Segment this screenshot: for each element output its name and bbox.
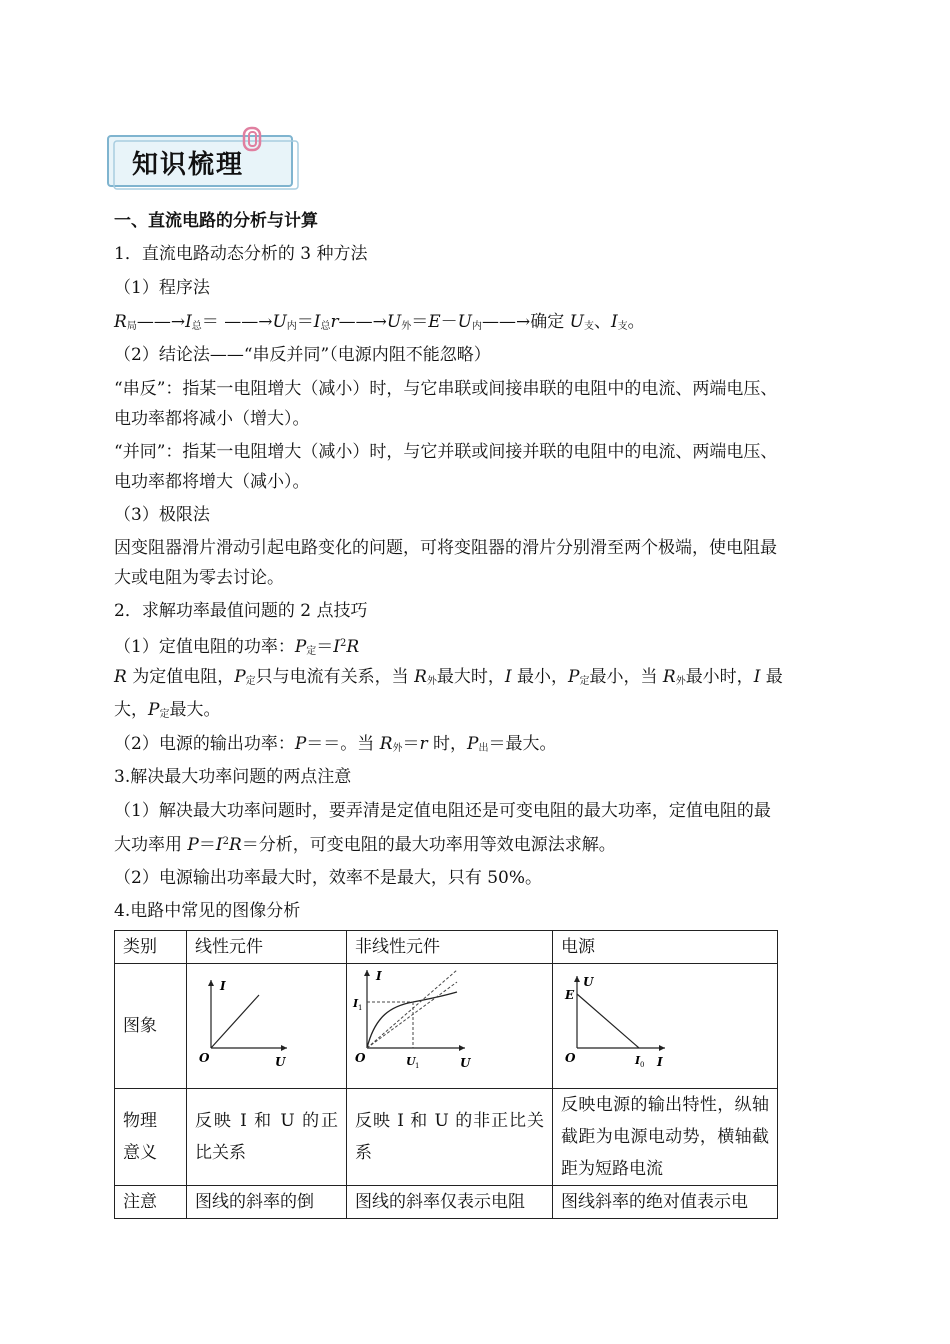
method2-title: 2．求解功率最值问题的 2 点技巧 xyxy=(114,601,368,621)
source-output-power: （2）电源的输出功率：P＝＝。当 $R_外=r$ 时，$P_出=$最大。 xyxy=(114,734,557,754)
u1-label: U xyxy=(406,1055,416,1068)
linear-line xyxy=(211,995,259,1048)
note-linear: 图线的斜率的倒 xyxy=(187,1186,347,1219)
fixed-resistor-power: （1）定值电阻的功率：$P_定=I^2R$ xyxy=(114,637,360,657)
method1-b: （2）结论法——“串反并同”（电源内阻不能忽略） xyxy=(114,345,491,365)
y-axis-arrow xyxy=(574,976,580,982)
i1-label: I xyxy=(353,997,359,1010)
source-graph xyxy=(553,964,777,1077)
meaning-source: 反映电源的输出特性，纵轴截距为电源电动势，横轴截距为短路电流 xyxy=(553,1089,778,1186)
nonlinear-curve xyxy=(367,992,457,1048)
x-axis-arrow xyxy=(459,1045,465,1051)
parallel-rule-line2: 电功率都将增大（减小）。 xyxy=(114,472,310,492)
row-label-meaning-1: 物理 xyxy=(123,1111,157,1131)
origin-label: O xyxy=(565,1051,576,1065)
linear-graph-cell xyxy=(187,964,347,1089)
table-header-cell: 电源 xyxy=(553,931,778,964)
x-axis-arrow xyxy=(281,1045,287,1051)
y-axis-arrow xyxy=(208,980,214,986)
y-axis-arrow xyxy=(364,970,370,976)
x-axis-label: I xyxy=(657,1055,663,1069)
meaning-linear: 反映 I 和 U 的正比关系 xyxy=(187,1089,347,1186)
origin-label: O xyxy=(199,1051,210,1065)
program-formula: $R_局——\to I_总=$ $——\to U_内=I_总r——\to U_外=E-U_内——\to$确定 $U_支$、$I_支$。 xyxy=(114,312,645,332)
series-rule-line2: 电功率都将减小（增大）。 xyxy=(114,409,310,429)
series-rule-line1: “串反”：指某一电阻增大（减小）时，与它串联或间接串联的电阻中的电流、两端电压、 xyxy=(114,379,778,399)
method1-c: （3）极限法 xyxy=(114,505,210,525)
max-power-note1-cont: 大功率用 $P=I^2R=$分析，可变电阻的最大功率用等效电源法求解。 xyxy=(114,835,616,855)
row-label-meaning-2: 意义 xyxy=(123,1143,157,1163)
i0-subscript: 0 xyxy=(640,1061,645,1069)
emf-label: E xyxy=(565,988,575,1002)
parallel-rule-line1: “并同”：指某一电阻增大（减小）时，与它并联或间接并联的电阻中的电流、两端电压、 xyxy=(114,442,778,462)
u1-subscript: 1 xyxy=(415,1062,420,1070)
secant-line xyxy=(367,982,457,1048)
y-axis-label: I xyxy=(376,969,382,983)
section-heading: 一、直流电路的分析与计算 xyxy=(114,211,318,231)
source-line xyxy=(577,994,639,1048)
y-axis-label: I xyxy=(220,979,226,993)
note-nonlinear: 图线的斜率仅表示电阻 xyxy=(347,1186,553,1219)
i0-label: I xyxy=(635,1054,641,1067)
limit-method-line1: 因变阻器滑片滑动引起电路变化的问题，可将变阻器的滑片分别滑至两个极端，使电阻最 xyxy=(114,538,777,558)
i1-subscript: 1 xyxy=(358,1004,363,1012)
meaning-nonlinear: 反映 I 和 U 的非正比关系 xyxy=(347,1089,553,1186)
table-row xyxy=(115,1089,778,1186)
x-axis-label: U xyxy=(275,1055,286,1069)
x-axis-arrow xyxy=(659,1045,665,1051)
nonlinear-graph-cell xyxy=(347,964,553,1089)
y-axis-label: U xyxy=(583,975,594,989)
note-source: 图线斜率的绝对值表示电 xyxy=(553,1186,778,1219)
nonlinear-graph xyxy=(347,964,552,1077)
banner-title: 知识梳理 xyxy=(132,150,245,180)
method3-title: 3.解决最大功率问题的两点注意 xyxy=(114,767,352,787)
graph-analysis-table xyxy=(114,930,778,1219)
fixed-resistor-explain2: 大，$P_定$最大。 xyxy=(114,700,221,720)
row-label-image: 图象 xyxy=(115,964,187,1089)
method1-title: 1．直流电路动态分析的 3 种方法 xyxy=(114,244,368,264)
row-label-note: 注意 xyxy=(115,1186,187,1219)
fixed-resistor-explain1: R 为定值电阻，$P_定$只与电流有关系，当 $R_外$最大时，I 最小，$P_定$最小，当 $R_外$最小时，I 最 xyxy=(114,667,783,687)
origin-label: O xyxy=(355,1051,366,1065)
table-header-cell: 非线性元件 xyxy=(347,931,553,964)
linear-graph xyxy=(187,964,345,1077)
table-row xyxy=(115,931,778,964)
source-graph-cell xyxy=(553,964,778,1089)
max-power-note2: （2）电源输出功率最大时，效率不是最大，只有 50%。 xyxy=(114,868,543,888)
table-header-cell: 类别 xyxy=(115,931,187,964)
method4-title: 4.电路中常见的图像分析 xyxy=(114,901,301,921)
limit-method-line2: 大或电阻为零去讨论。 xyxy=(114,568,284,588)
table-row xyxy=(115,1186,778,1219)
table-row xyxy=(115,964,778,1089)
x-axis-label: U xyxy=(460,1056,471,1070)
table-header-cell: 线性元件 xyxy=(187,931,347,964)
row-label-meaning xyxy=(115,1089,187,1186)
max-power-note1: （1）解决最大功率问题时，要弄清是定值电阻还是可变电阻的最大功率，定值电阻的最 xyxy=(114,801,771,821)
method1-a: （1）程序法 xyxy=(114,278,210,298)
